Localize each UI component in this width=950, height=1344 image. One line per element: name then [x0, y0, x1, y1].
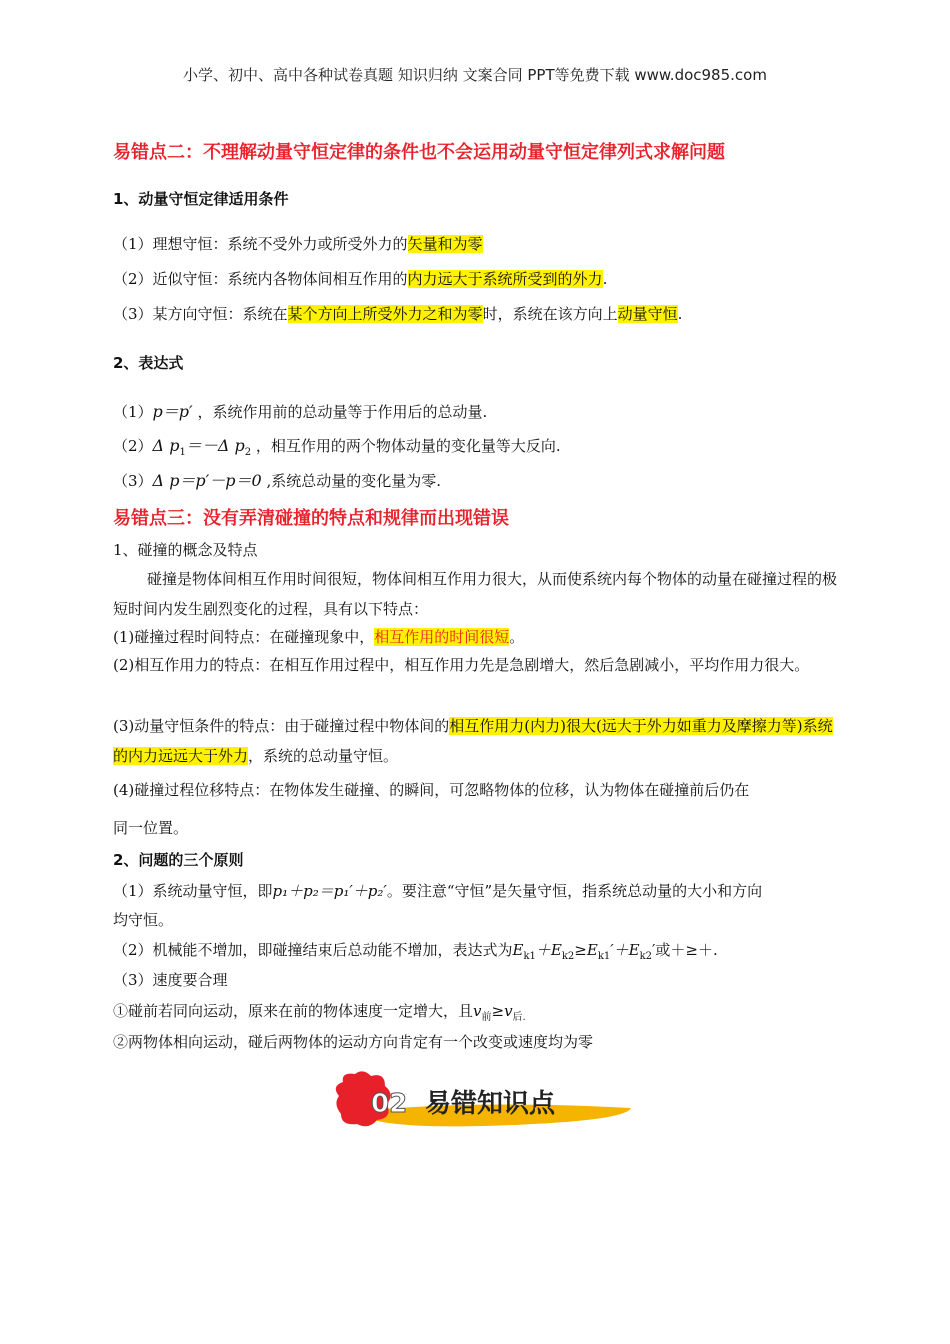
- banner-graphic: [333, 1070, 633, 1130]
- principle-1-cont: 均守恒。: [113, 911, 174, 929]
- intro-paragraph: 碰撞是物体间相互作用时间很短，物体间相互作用力很大，从而使系统内每个物体的动量在碰撞过程的极短时间内发生剧烈变化的过程，具有以下特点：: [113, 570, 838, 618]
- principle-3b: ②两物体相向运动，碰后两物体的运动方向肯定有一个改变或速度均为零: [113, 1033, 594, 1051]
- principle-3a: ①碰前若同向运动，原来在前的物体速度一定增大，且$v_前\ge v_{后.}$: [113, 1002, 526, 1023]
- principle-2: （2）机械能不增加，即碰撞结束后总动能不增加，表达式为$E_{k1}+E_{k2}\ge E_{k1}'+E_{k2}'$或＋≥＋.: [113, 941, 718, 962]
- section-title-2: 易错点二：不理解动量守恒定律的条件也不会运用动量守恒定律列式求解问题: [113, 142, 725, 163]
- condition-3: （3）某方向守恒：系统在某个方向上所受外力之和为零时，系统在该方向上动量守恒.: [113, 305, 683, 323]
- principle-1: （1）系统动量守恒，即p₁＋p₂＝p₁′＋p₂′。要注意“守恒”是矢量守恒，指系统总动量的大小和方向: [113, 882, 763, 900]
- banner-number: 02: [371, 1089, 408, 1119]
- feature-4b: 同一位置。: [113, 819, 189, 837]
- feature-4a: (4)碰撞过程位移特点：在物体发生碰撞、的瞬间，可忽略物体的位移，认为物体在碰撞前后仍在: [113, 781, 750, 799]
- expression-1: （1）p＝p′ ，系统作用前的总动量等于作用后的总动量.: [113, 402, 488, 421]
- expression-3: （3）Δ p＝p′－p＝0 ,系统总动量的变化量为零.: [113, 471, 442, 490]
- subheading-principles: 2、问题的三个原则: [113, 851, 244, 869]
- expression-2: （2）Δ $p_1=-\Delta$ $p_2$ ，相互作用的两个物体动量的变化量等大反向.: [113, 436, 561, 458]
- banner-text: 易错知识点: [425, 1089, 556, 1119]
- subheading-conditions: 1、动量守恒定律适用条件: [113, 190, 289, 208]
- section-banner: [333, 1070, 633, 1130]
- principle-3: （3）速度要合理: [113, 971, 228, 989]
- feature-1: (1)碰撞过程时间特点：在碰撞现象中，相互作用的时间很短。: [113, 628, 525, 646]
- feature-3: (3)动量守恒条件的特点：由于碰撞过程中物体间的相互作用力(内力)很大(远大于外力如重力及摩擦力等)系统的内力远远大于外力，系统的总动量守恒。: [113, 717, 833, 765]
- page-header: 小学、初中、高中各种试卷真题 知识归纳 文案合同 PPT等免费下载 www.doc985.com: [183, 66, 767, 84]
- feature-2: (2)相互作用力的特点：在相互作用过程中，相互作用力先是急剧增大，然后急剧减小，平均作用力很大。: [113, 656, 810, 674]
- condition-2: （2）近似守恒：系统内各物体间相互作用的内力远大于系统所受到的外力.: [113, 270, 608, 288]
- subheading-collision: 1、碰撞的概念及特点: [113, 541, 258, 559]
- section-title-3: 易错点三：没有弄清碰撞的特点和规律而出现错误: [113, 508, 509, 529]
- subheading-expressions: 2、表达式: [113, 354, 184, 372]
- condition-1: （1）理想守恒：系统不受外力或所受外力的矢量和为零: [113, 235, 483, 253]
